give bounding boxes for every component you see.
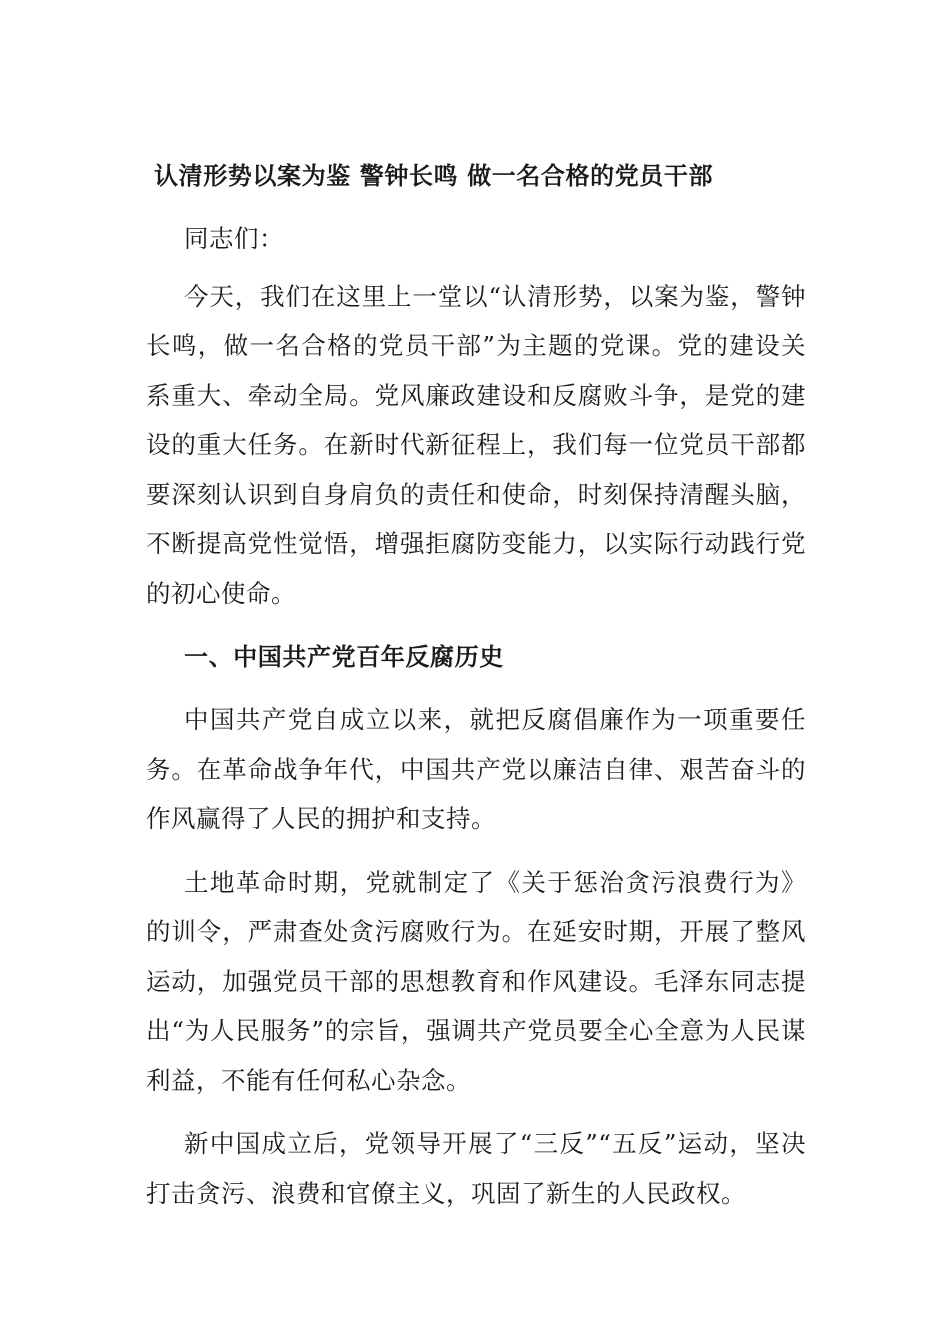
- section1-paragraph-1: 中国共产党自成立以来，就把反腐倡廉作为一项重要任务。在革命战争年代，中国共产党以廉洁自律、艰苦奋斗的作风赢得了人民的拥护和支持。: [146, 705, 806, 833]
- section1-paragraph-2: 土地革命时期，党就制定了《关于惩治贪污浪费行为》的训令，严肃查处贪污腐败行为。在延安时期，开展了整风运动，加强党员干部的思想教育和作风建设。毛泽东同志提出“为人民服务”的宗旨，强调共产党员要全心全意为人民谋利益，不能有任何私心杂念。: [146, 867, 806, 1095]
- salutation: 同志们：: [184, 224, 284, 253]
- intro-paragraph: 今天，我们在这里上一堂以“认清形势，以案为鉴，警钟长鸣，做一名合格的党员干部”为主题的党课。党的建设关系重大、牵动全局。党风廉政建设和反腐败斗争，是党的建设的重大任务。在新时代新征程上，我们每一位党员干部都要深刻认识到自身肩负的责任和使命，时刻保持清醒头脑，不断提高党性觉悟，增强拒腐防变能力，以实际行动践行党的初心使命。: [146, 281, 806, 608]
- document-page: [146, 158, 806, 1232]
- section-heading-1: 一、中国共产党百年反腐历史: [184, 642, 504, 671]
- document-title: 认清形势以案为鉴 警钟长鸣 做一名合格的党员干部: [154, 161, 714, 190]
- section1-paragraph-3: 新中国成立后，党领导开展了“三反”“五反”运动，坚决打击贪污、浪费和官僚主义，巩固了新生的人民政权。: [146, 1129, 806, 1208]
